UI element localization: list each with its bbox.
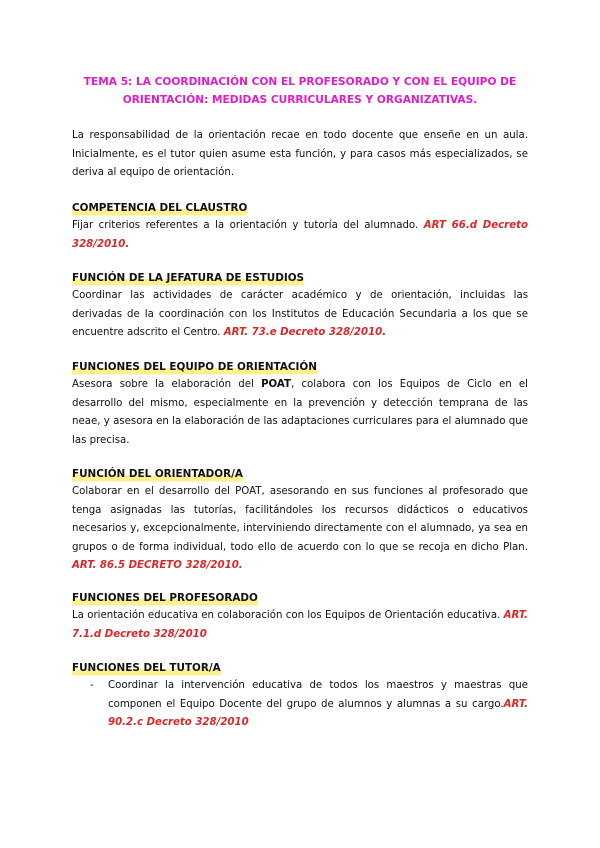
section-equipo-orientacion (72, 355, 528, 450)
section-heading: FUNCIONES DEL PROFESORADO (72, 589, 258, 607)
legal-reference: ART. 86.5 DECRETO 328/2010. (72, 560, 243, 571)
section-text: Fijar criterios referentes a la orientación y tutoría del alumnado. (72, 220, 419, 231)
section-heading: COMPETENCIA DEL CLAUSTRO (72, 199, 247, 217)
legal-reference: ART. 7.1.d Decreto 328/2010 (72, 610, 528, 640)
section-tutor (72, 656, 528, 733)
list-item (72, 677, 528, 733)
section-paragraph (72, 287, 528, 343)
intro-section (72, 127, 528, 183)
section-heading: FUNCIONES DEL EQUIPO DE ORIENTACIÓN (72, 358, 317, 376)
section-text: Coordinar las actividades de carácter académico y de orientación, incluidas las derivadas de la coordinación con los Institutos de Educación Secundaria a los que se encuentre adscrito el Centro. (72, 290, 528, 338)
bullet-marker: - (90, 680, 94, 691)
section-paragraph (72, 376, 528, 450)
bold-term: POAT (261, 379, 291, 390)
section-claustro (72, 196, 528, 254)
legal-reference: ART. 73.e Decreto 328/2010. (223, 327, 387, 338)
legal-reference: ART. 90.2.c Decreto 328/2010 (108, 698, 528, 728)
section-heading: FUNCIÓN DE LA JEFATURA DE ESTUDIOS (72, 269, 304, 287)
document-title: TEMA 5: LA COORDINACIÓN CON EL PROFESORADO Y CON EL EQUIPO DE ORIENTACIÓN: MEDIDAS CURRICULARES Y ORGANIZATIVAS. (83, 76, 517, 106)
section-profesorado (72, 586, 528, 644)
section-orientador (72, 462, 528, 576)
section-text-before: Asesora sobre la elaboración del (72, 379, 254, 390)
section-jefatura (72, 266, 528, 343)
section-text: La orientación educativa en colaboración con los Equipos de Orientación educativa. (72, 610, 501, 621)
section-text-after: , colabora con los Equipos de Ciclo en el desarrollo del mismo, especialmente en la prevención y detección temprana de las neae, y asesora en la elaboración de las adaptaciones curriculares para el alumnado que las precisa. (72, 379, 528, 446)
legal-reference: ART 66.d Decreto 328/2010. (72, 220, 528, 250)
section-heading: FUNCIONES DEL TUTOR/A (72, 659, 221, 677)
section-paragraph (72, 607, 528, 644)
section-heading: FUNCIÓN DEL ORIENTADOR/A (72, 465, 243, 483)
section-text: Coordinar la intervención educativa de todos los maestros y maestras que componen el Equipo Docente del grupo de alumnos y alumnas a su cargo. (108, 680, 528, 710)
section-paragraph (72, 483, 528, 576)
section-text: Colaborar en el desarrollo del POAT, asesorando en sus funciones al profesorado que tenga asignadas las tutorías, facilitándoles los recursos didácticos o educativos necesarios y, excepcionalmente, interviniendo directamente con el alumnado, ya sea en grupos o de forma individual, todo ello de acuerdo con lo que se recoja en dicho Plan. (72, 486, 528, 553)
section-paragraph (72, 217, 528, 254)
section-paragraph (108, 677, 528, 733)
intro-paragraph: La responsabilidad de la orientación recae en todo docente que enseñe en un aula. Inicialmente, es el tutor quien asume esta función, y para casos más especializados, se deriva al equipo de orientación. (72, 130, 528, 178)
